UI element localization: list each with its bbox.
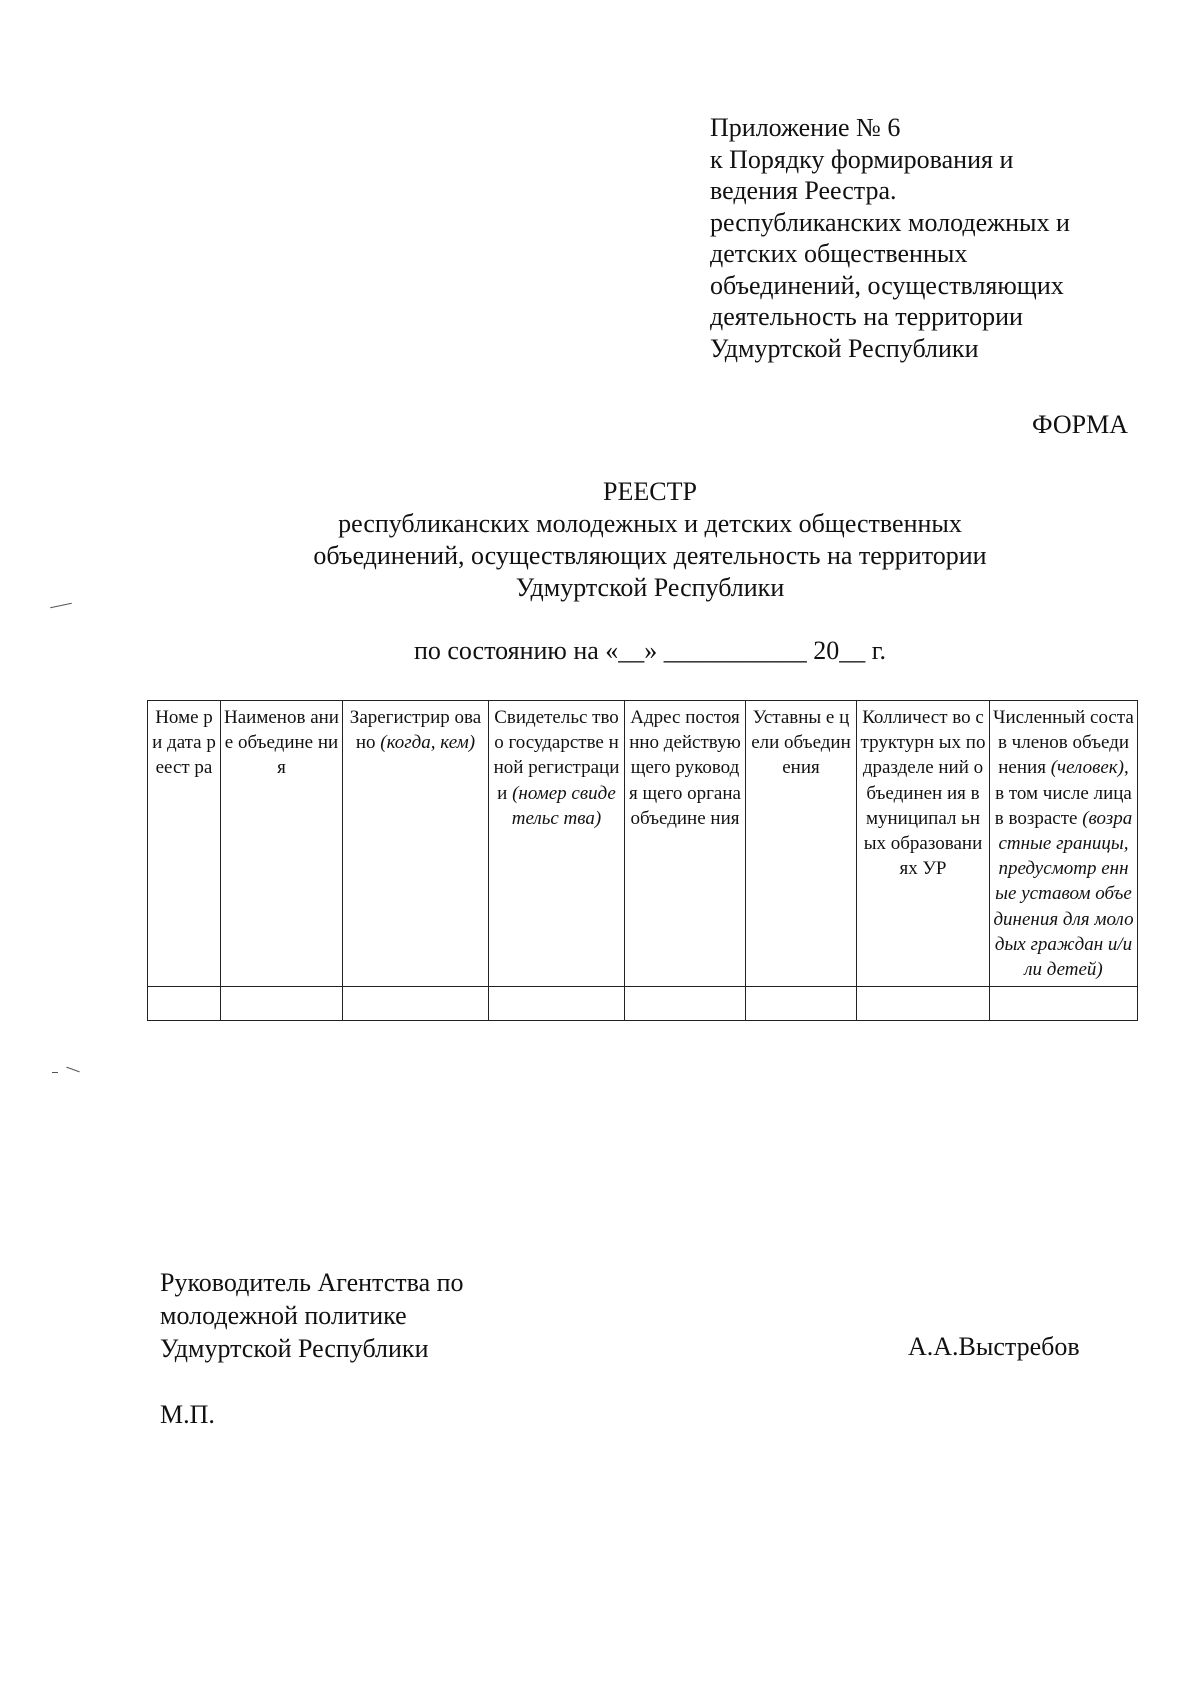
- title-heading: РЕЕСТР: [603, 477, 697, 506]
- column-header-name: Наименов ание объедине ния: [221, 701, 343, 987]
- year-blank: __: [839, 636, 866, 665]
- year-prefix: 20: [806, 636, 840, 665]
- column-header-membership: Численный состав членов объединения (человек), в том числе лица в возрасте (возрастные границы, предусмотр енные уставом объединения для молодых граждан и/или детей): [990, 701, 1138, 987]
- table-cell: [746, 987, 857, 1021]
- appendix-line: Приложение № 6: [710, 113, 901, 142]
- appendix-line: ведения Реестра.: [710, 176, 897, 205]
- as-of-prefix: по состоянию на «: [413, 636, 619, 665]
- column-header-registered: Зарегистрир овано (когда, кем): [343, 701, 489, 987]
- signatory-position: [160, 1266, 464, 1365]
- scan-artifact: [52, 1072, 58, 1073]
- day-blank: __: [618, 636, 645, 665]
- scan-artifact: [50, 603, 72, 609]
- table-cell: [148, 987, 221, 1021]
- column-header-address: Адрес постоянно действую щего руководя щего органа объедине ния: [625, 701, 746, 987]
- as-of-suffix: г.: [865, 636, 887, 665]
- appendix-line: республиканских молодежных и: [710, 207, 1070, 237]
- signatory-position-line: молодежной политике: [160, 1301, 407, 1330]
- as-of-mid: »: [644, 636, 664, 665]
- table-cell: [857, 987, 990, 1021]
- table-cell: [343, 987, 489, 1021]
- appendix-line: объединений, осуществляющих: [710, 270, 1064, 300]
- table-cell: [625, 987, 746, 1021]
- form-label: ФОРМА: [1032, 410, 1128, 439]
- signatory-position-line: Руководитель Агентства по: [160, 1268, 464, 1297]
- register-table: [147, 700, 1138, 1021]
- table-cell: [489, 987, 625, 1021]
- stamp-place: М.П.: [160, 1400, 215, 1429]
- table-header-row: [148, 701, 1138, 987]
- column-header-certificate: Свидетельс тво о государстве нной регистраци и (номер свидетельс тва): [489, 701, 625, 987]
- document-title: [150, 476, 1150, 604]
- month-blank: ___________: [663, 636, 807, 665]
- column-header-number-date: Номе р и дата реест ра: [148, 701, 221, 987]
- table-row: [148, 987, 1138, 1021]
- appendix-line: деятельность на территории: [710, 302, 1023, 331]
- column-header-goals: Уставны е цели объедин ения: [746, 701, 857, 987]
- appendix-line: к Порядку формирования и: [710, 144, 1014, 174]
- as-of-date-line: [150, 636, 1150, 666]
- scan-artifact: [66, 1067, 79, 1073]
- table-cell: [990, 987, 1138, 1021]
- appendix-line: детских общественных: [710, 239, 968, 268]
- appendix-line: Удмуртской Республики: [710, 333, 979, 363]
- table-cell: [221, 987, 343, 1021]
- title-line: республиканских молодежных и детских общественных: [338, 509, 962, 538]
- appendix-reference: [710, 112, 1150, 364]
- signatory-name: А.А.Выстребов: [908, 1332, 1080, 1361]
- title-line: объединений, осуществляющих деятельность на территории: [313, 541, 987, 570]
- signatory-position-line: Удмуртской Республики: [160, 1334, 429, 1363]
- column-header-subdivisions: Колличест во структурн ых подразделе ний объединен ия в муниципал ьных образовани ях УР: [857, 701, 990, 987]
- title-line: Удмуртской Республики: [515, 573, 785, 602]
